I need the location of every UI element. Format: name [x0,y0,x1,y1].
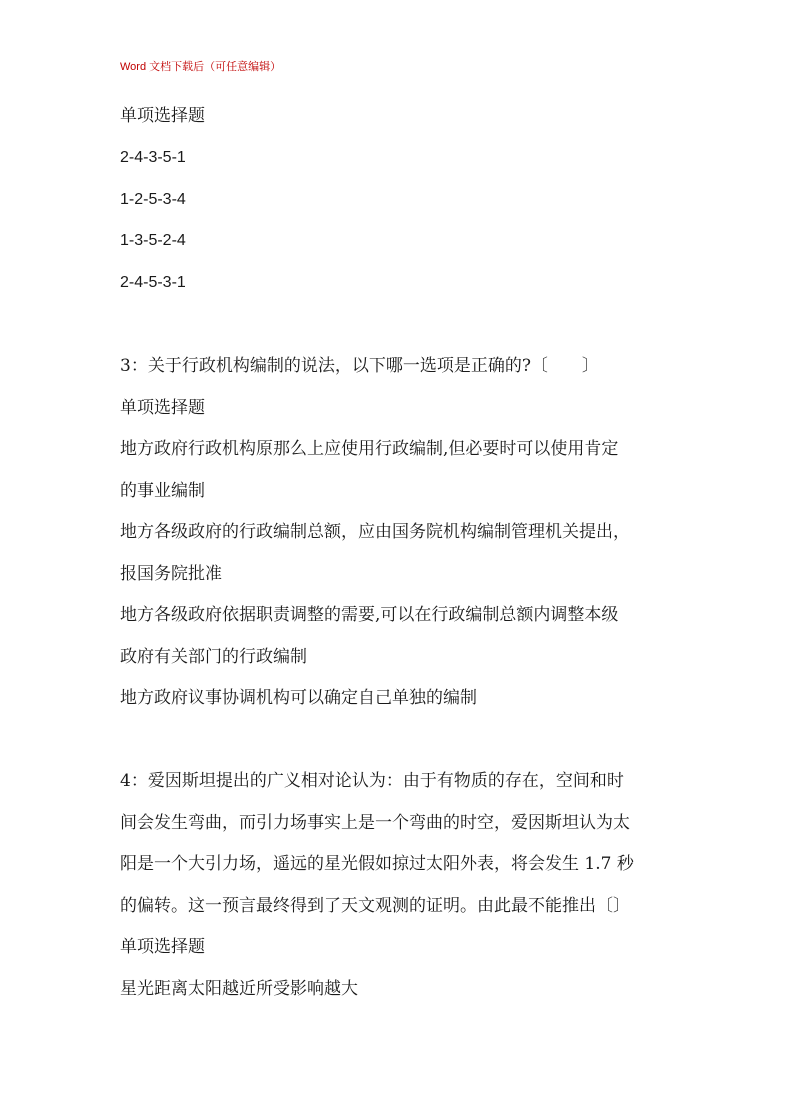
q4-stem-line1: 4：爱因斯坦提出的广义相对论认为：由于有物质的存在，空间和时 [120,771,624,791]
q3-option-d-line1: 地方政府议事协调机构可以确定自己单独的编制 [120,688,477,708]
q4-stem-line4: 的偏转。这一预言最终得到了天文观测的证明。由此最不能推出〔〕 [120,896,630,916]
page-header: Word 文档下载后（可任意编辑） [120,61,282,73]
q3-type-label: 单项选择题 [120,398,205,418]
q3-option-b-line2: 报国务院批准 [120,564,222,584]
q3-option-a-line1: 地方政府行政机构原那么上应使用行政编制,但必要时可以使用肯定 [120,439,619,459]
q4-stem-line3: 阳是一个大引力场，遥远的星光假如掠过太阳外表，将会发生 1.7 秒 [120,854,634,874]
q4-type-label: 单项选择题 [120,937,205,957]
q4-option-a: 星光距离太阳越近所受影响越大 [120,979,358,999]
q2-type-label: 单项选择题 [120,106,205,126]
q2-option-1: 2-4-3-5-1 [120,149,186,166]
q2-option-2: 1-2-5-3-4 [120,191,186,208]
q3-stem: 3：关于行政机构编制的说法，以下哪一选项是正确的?〔 〕 [120,356,599,376]
q4-stem-line2: 间会发生弯曲，而引力场事实上是一个弯曲的时空，爱因斯坦认为太 [120,813,630,833]
q2-option-4: 2-4-5-3-1 [120,274,186,291]
q3-option-a-line2: 的事业编制 [120,481,205,501]
q3-option-b-line1: 地方各级政府的行政编制总额，应由国务院机构编制管理机关提出， [120,522,630,542]
q3-option-c-line1: 地方各级政府依据职责调整的需要,可以在行政编制总额内调整本级 [120,605,619,625]
q3-option-c-line2: 政府有关部门的行政编制 [120,647,307,667]
q2-option-3: 1-3-5-2-4 [120,232,186,249]
